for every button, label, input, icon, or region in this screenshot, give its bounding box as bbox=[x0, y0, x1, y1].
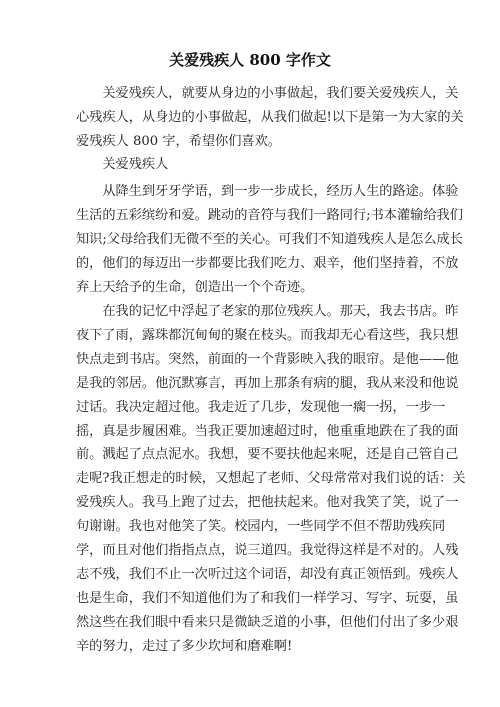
paragraph-line: 夜下了雨，露珠都沉甸甸的聚在枝头。而我却无心看这些，我只想 bbox=[76, 327, 459, 343]
body-paragraph-2 bbox=[76, 300, 466, 659]
paragraph-line: 学，而且对他们指指点点，说三道四。我觉得这样是不对的。人残 bbox=[76, 543, 459, 559]
paragraph-line: 摇，真是步履困难。当我正要加速超过时，他重重地跌在了我的面 bbox=[76, 423, 459, 439]
paragraph-line: 爱残疾人。我马上跑了过去，把他扶起来。他对我笑了笑，说了一 bbox=[76, 495, 459, 511]
paragraph-line: 生活的五彩缤纷和爱。跳动的音符与我们一路同行;书本灌输给我们 bbox=[76, 207, 463, 223]
paragraph-line: 在我的记忆中浮起了老家的那位残疾人。那天，我去书店。昨 bbox=[76, 304, 459, 319]
intro-line: 关爱残疾人，就要从身边的小事做起，我们要关爱残疾人，关 bbox=[76, 86, 459, 101]
intro-line: 爱残疾人 800 字，希望你们喜欢。 bbox=[76, 133, 281, 149]
paragraph-line: 前。溅起了点点泥水。我想，要不要扶他起来呢，还是自己管自己 bbox=[76, 447, 459, 463]
paragraph-line: 快点走到书店。突然，前面的一个背影映入我的眼帘。是他——他 bbox=[76, 351, 459, 367]
section-heading-text: 关爱残疾人 bbox=[76, 157, 169, 172]
document-title: 关爱残疾人 800 字作文 bbox=[169, 51, 331, 69]
paragraph-line: 的，他们的每迈出一步都要比我们吃力、艰辛，他们坚持着，不放 bbox=[76, 255, 459, 271]
section-heading bbox=[76, 153, 428, 177]
body-paragraph-1 bbox=[76, 180, 463, 300]
paragraph-line: 辛的努力，走过了多少坎坷和磨难啊! bbox=[76, 638, 293, 654]
paragraph-line: 过话。我决定超过他。我走近了几步，发现他一瘸一拐，一步一 bbox=[76, 399, 446, 415]
paragraph-line: 句谢谢。我也对他笑了笑。校园内，一些同学不但不帮助残疾同 bbox=[76, 519, 446, 535]
paragraph-line: 知识;父母给我们无微不至的关心。可我们不知道残疾人是怎么成长 bbox=[76, 231, 463, 247]
paragraph-line: 从降生到牙牙学语，到一步一步成长，经历人生的路途。体验 bbox=[76, 184, 459, 199]
paragraph-line: 是我的邻居。他沉默寡言，再加上那条有病的腿，我从来没和他说 bbox=[76, 375, 459, 391]
paragraph-line: 走呢?我正想走的时候，又想起了老师、父母常常对我们说的话：关 bbox=[76, 471, 466, 487]
paragraph-line: 志不残，我们不止一次听过这个词语，却没有真正领悟到。残疾人 bbox=[76, 566, 459, 582]
intro-line: 心残疾人，从身边的小事做起，从我们做起!以下是第一为大家的关 bbox=[76, 109, 464, 125]
intro-paragraph bbox=[76, 82, 464, 154]
paragraph-line: 也是生命，我们不知道他们为了和我们一样学习、写字、玩耍，虽 bbox=[76, 590, 459, 606]
paragraph-line: 然这些在我们眼中看来只是微缺乏道的小事，但他们付出了多少艰 bbox=[76, 614, 459, 630]
paragraph-line: 弃上天给予的生命，创造出一个个奇迹。 bbox=[76, 279, 314, 295]
